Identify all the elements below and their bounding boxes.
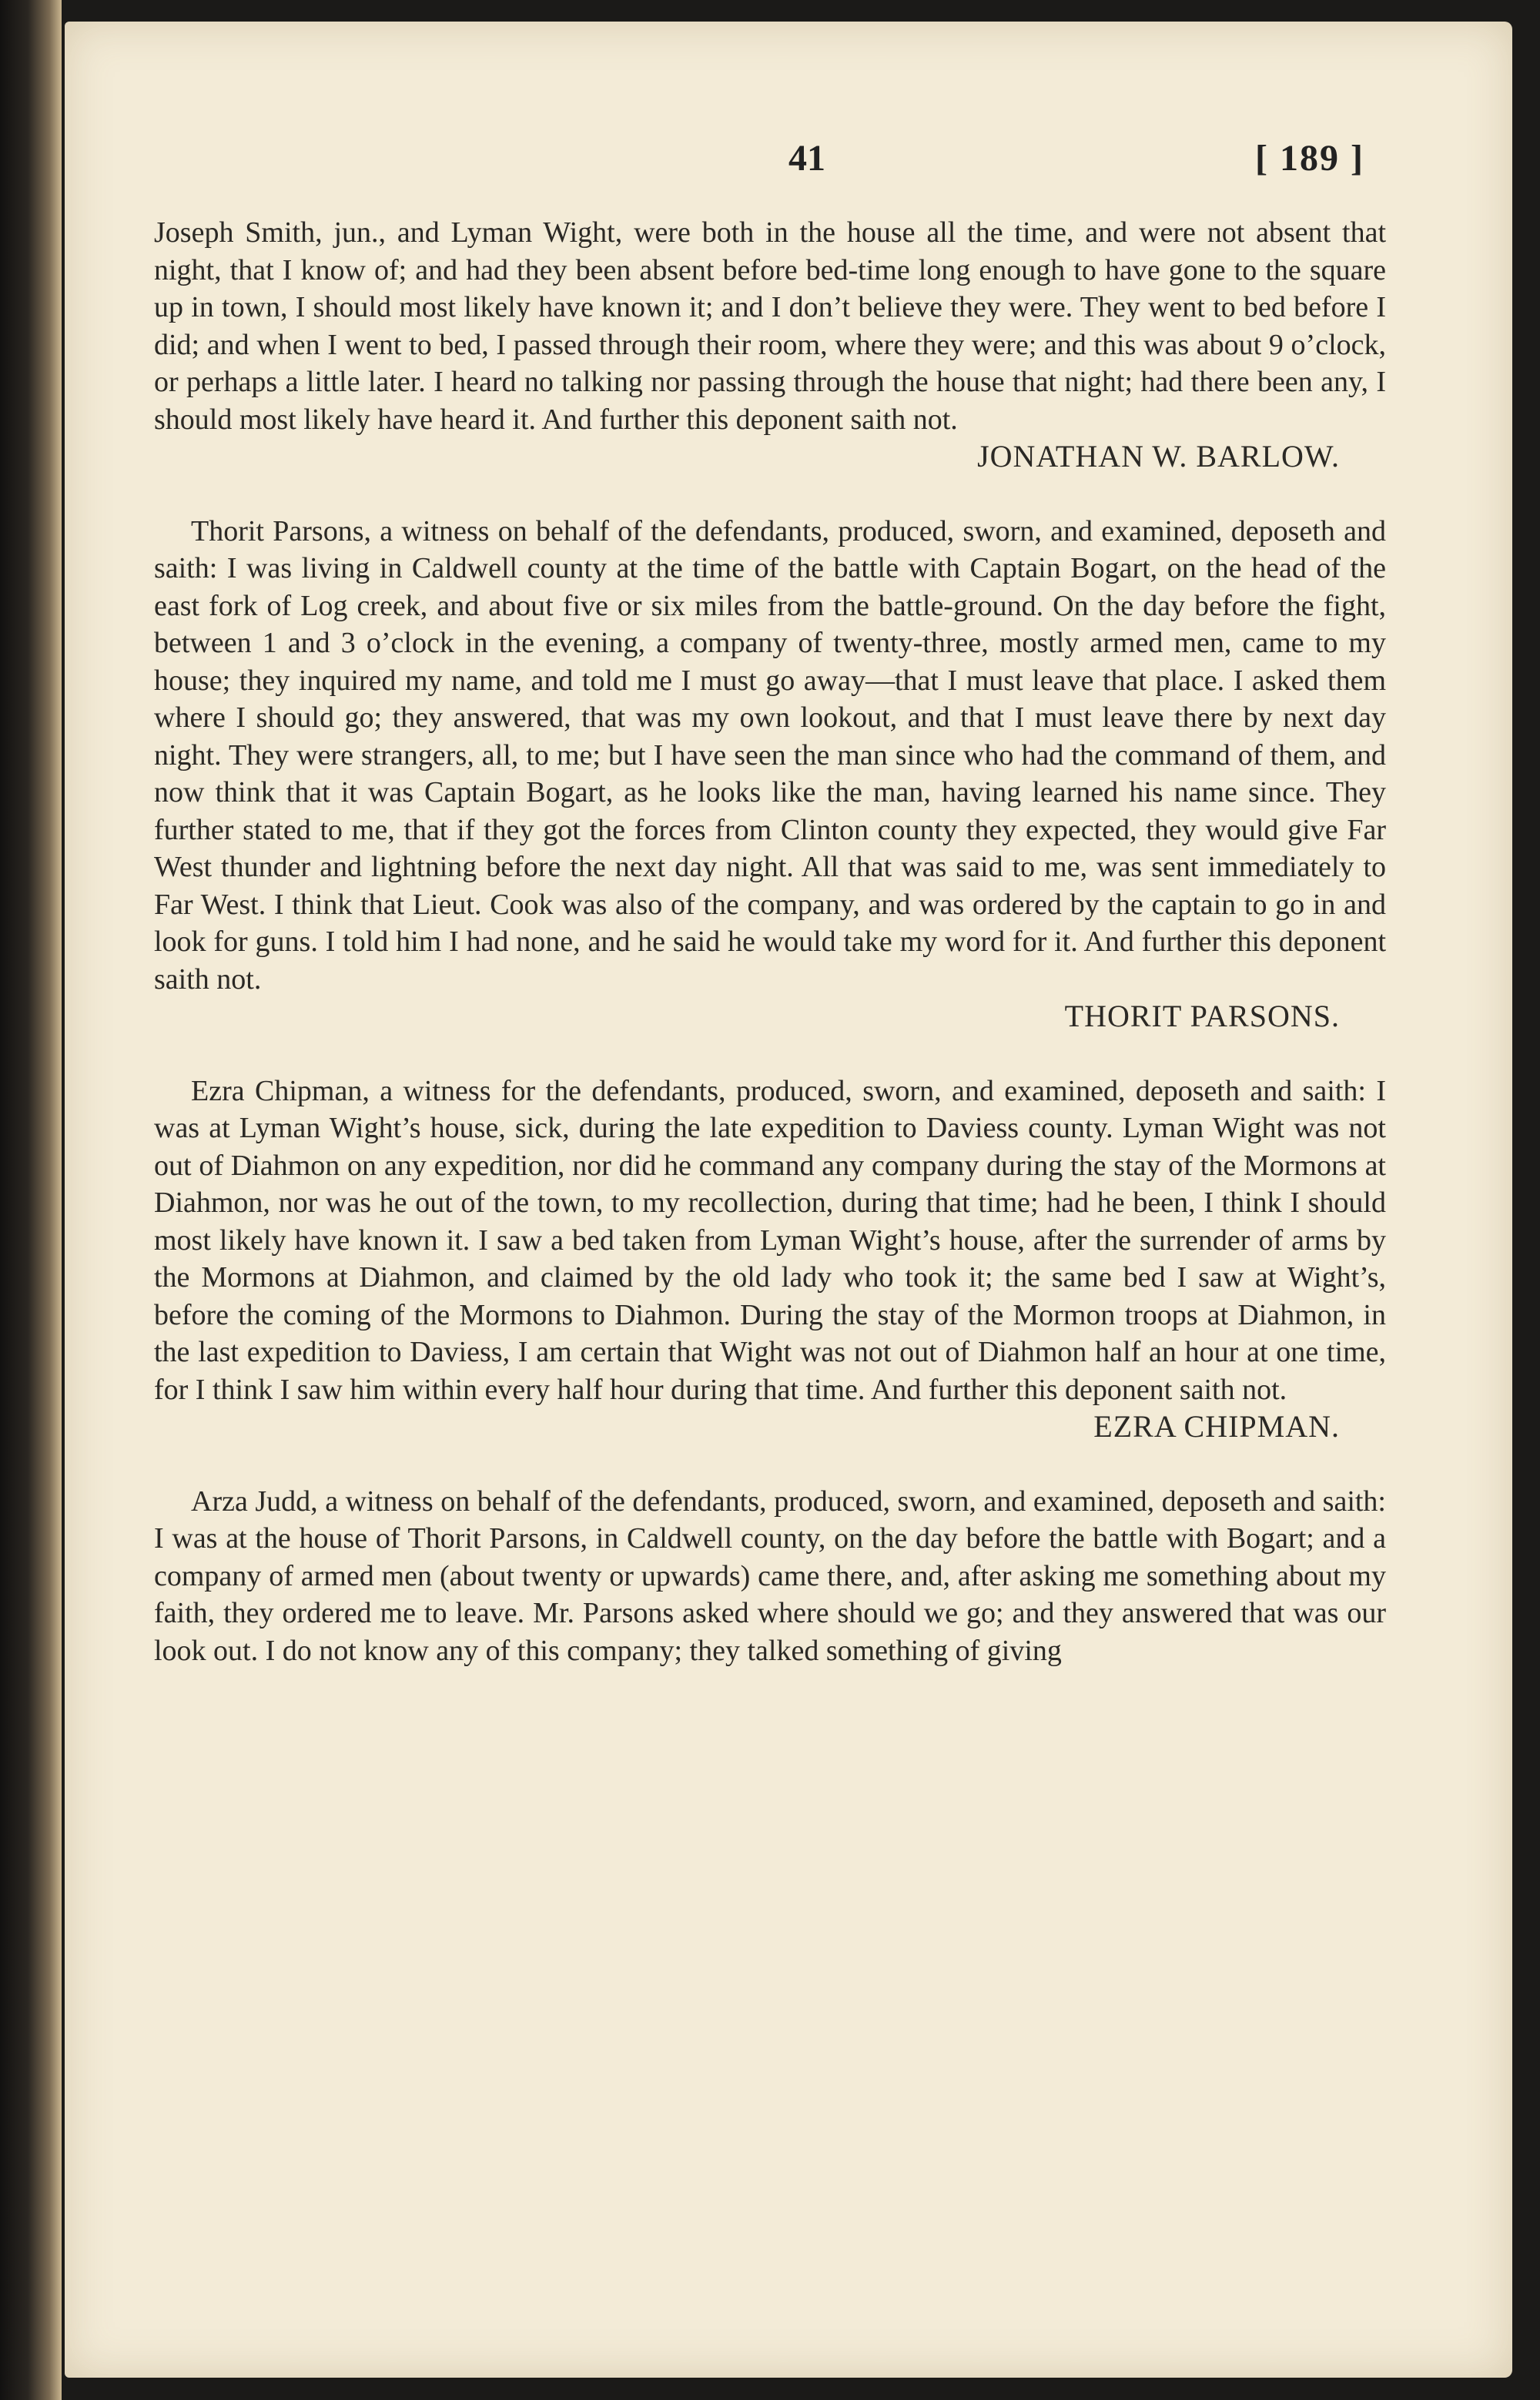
section-gap xyxy=(154,1036,1386,1073)
page-content xyxy=(154,22,1386,1669)
deponent-signature: EZRA CHIPMAN. xyxy=(1093,1409,1340,1444)
book-page xyxy=(65,22,1512,2378)
deposition-text: Joseph Smith, jun., and Lyman Wight, were both in the house all the time, and were not absent that night, that I know of; and had they been absent before bed-time long enough to have gone to the square up in town, I should most likely have known it; and I don’t believe they were. They went to bed before I did; and when I went to bed, I passed through their room, where they were; and this was about 9 o’clock, or perhaps a little later. I heard no talking nor passing through the house that night; had there been any, I should most likely have heard it. And further this deponent saith not. xyxy=(154,216,1386,436)
section-gap xyxy=(154,1446,1386,1483)
deposition-text: Ezra Chipman, a witness for the defendants, produced, sworn, and examined, deposeth and saith: I was at Lyman Wight’s house, sick, during the late expedition to Daviess county. Lyman Wight was not out of Diahmon on any expedition, nor did he command any company during the stay of the Mormons at Diahmon, nor was he out of the town, to my recollection, during that time; had he been, I think I should most likely have known it. I saw a bed taken from Lyman Wight’s house, after the surrender of arms by the Mormons at Diahmon, and claimed by the old lady who took it; the same bed I saw at Wight’s, before the coming of the Mormons to Diahmon. During the stay of the Mormon troops at Diahmon, in the last expedition to Daviess, I am certain that Wight was not out of Diahmon half an hour at one time, for I think I saw him within every half hour during that time. And further this deponent saith not. xyxy=(154,1074,1386,1406)
deposition-text: Thorit Parsons, a witness on behalf of the defendants, produced, sworn, and examined, deposeth and saith: I was living in Caldwell county at the time of the battle with Captain Bogart, on the head of the east fork of Log creek, and about five or six miles from the battle-ground. On the day before the fight, between 1 and 3 o’clock in the evening, a company of twenty-three, mostly armed men, came to my house; they inquired my name, and told me I must go away—that I must leave that place. I asked them where I should go; they answered, that was my own lookout, and that I must leave there by next day night. They were strangers, all, to me; but I have seen the man since who had the command of them, and now think that it was Captain Bogart, as he looks like the man, having learned his name since. They further stated to me, that if they got the forces from Clinton county they expected, they would give Far West thunder and lightning before the next day night. All that was said to me, was sent immediately to Far West. I think that Lieut. Cook was also of the company, and was ordered by the captain to go in and look for guns. I told him I had none, and he said he would take my word for it. And further this deponent saith not. xyxy=(154,514,1386,996)
deponent-signature: THORIT PARSONS. xyxy=(1064,999,1340,1033)
page-number: 41 xyxy=(788,138,825,179)
document-page-number: [ 189 ] xyxy=(1255,138,1364,179)
deposition-text: Arza Judd, a witness on behalf of the defendants, produced, sworn, and examined, deposeth and saith: I was at the house of Thorit Parsons, in Caldwell county, on the day before the battle with Bogart; and a company of armed men (about twenty or upwards) came there, and, after asking me something about my faith, they ordered me to leave. Mr. Parsons asked where should we go; and they answered that was our look out. I do not know any of this company; they talked something of giving xyxy=(154,1485,1386,1667)
section-gap xyxy=(154,476,1386,513)
page-header xyxy=(154,22,1386,214)
book-binding-edge xyxy=(0,0,62,2400)
deponent-signature: JONATHAN W. BARLOW. xyxy=(977,439,1340,474)
